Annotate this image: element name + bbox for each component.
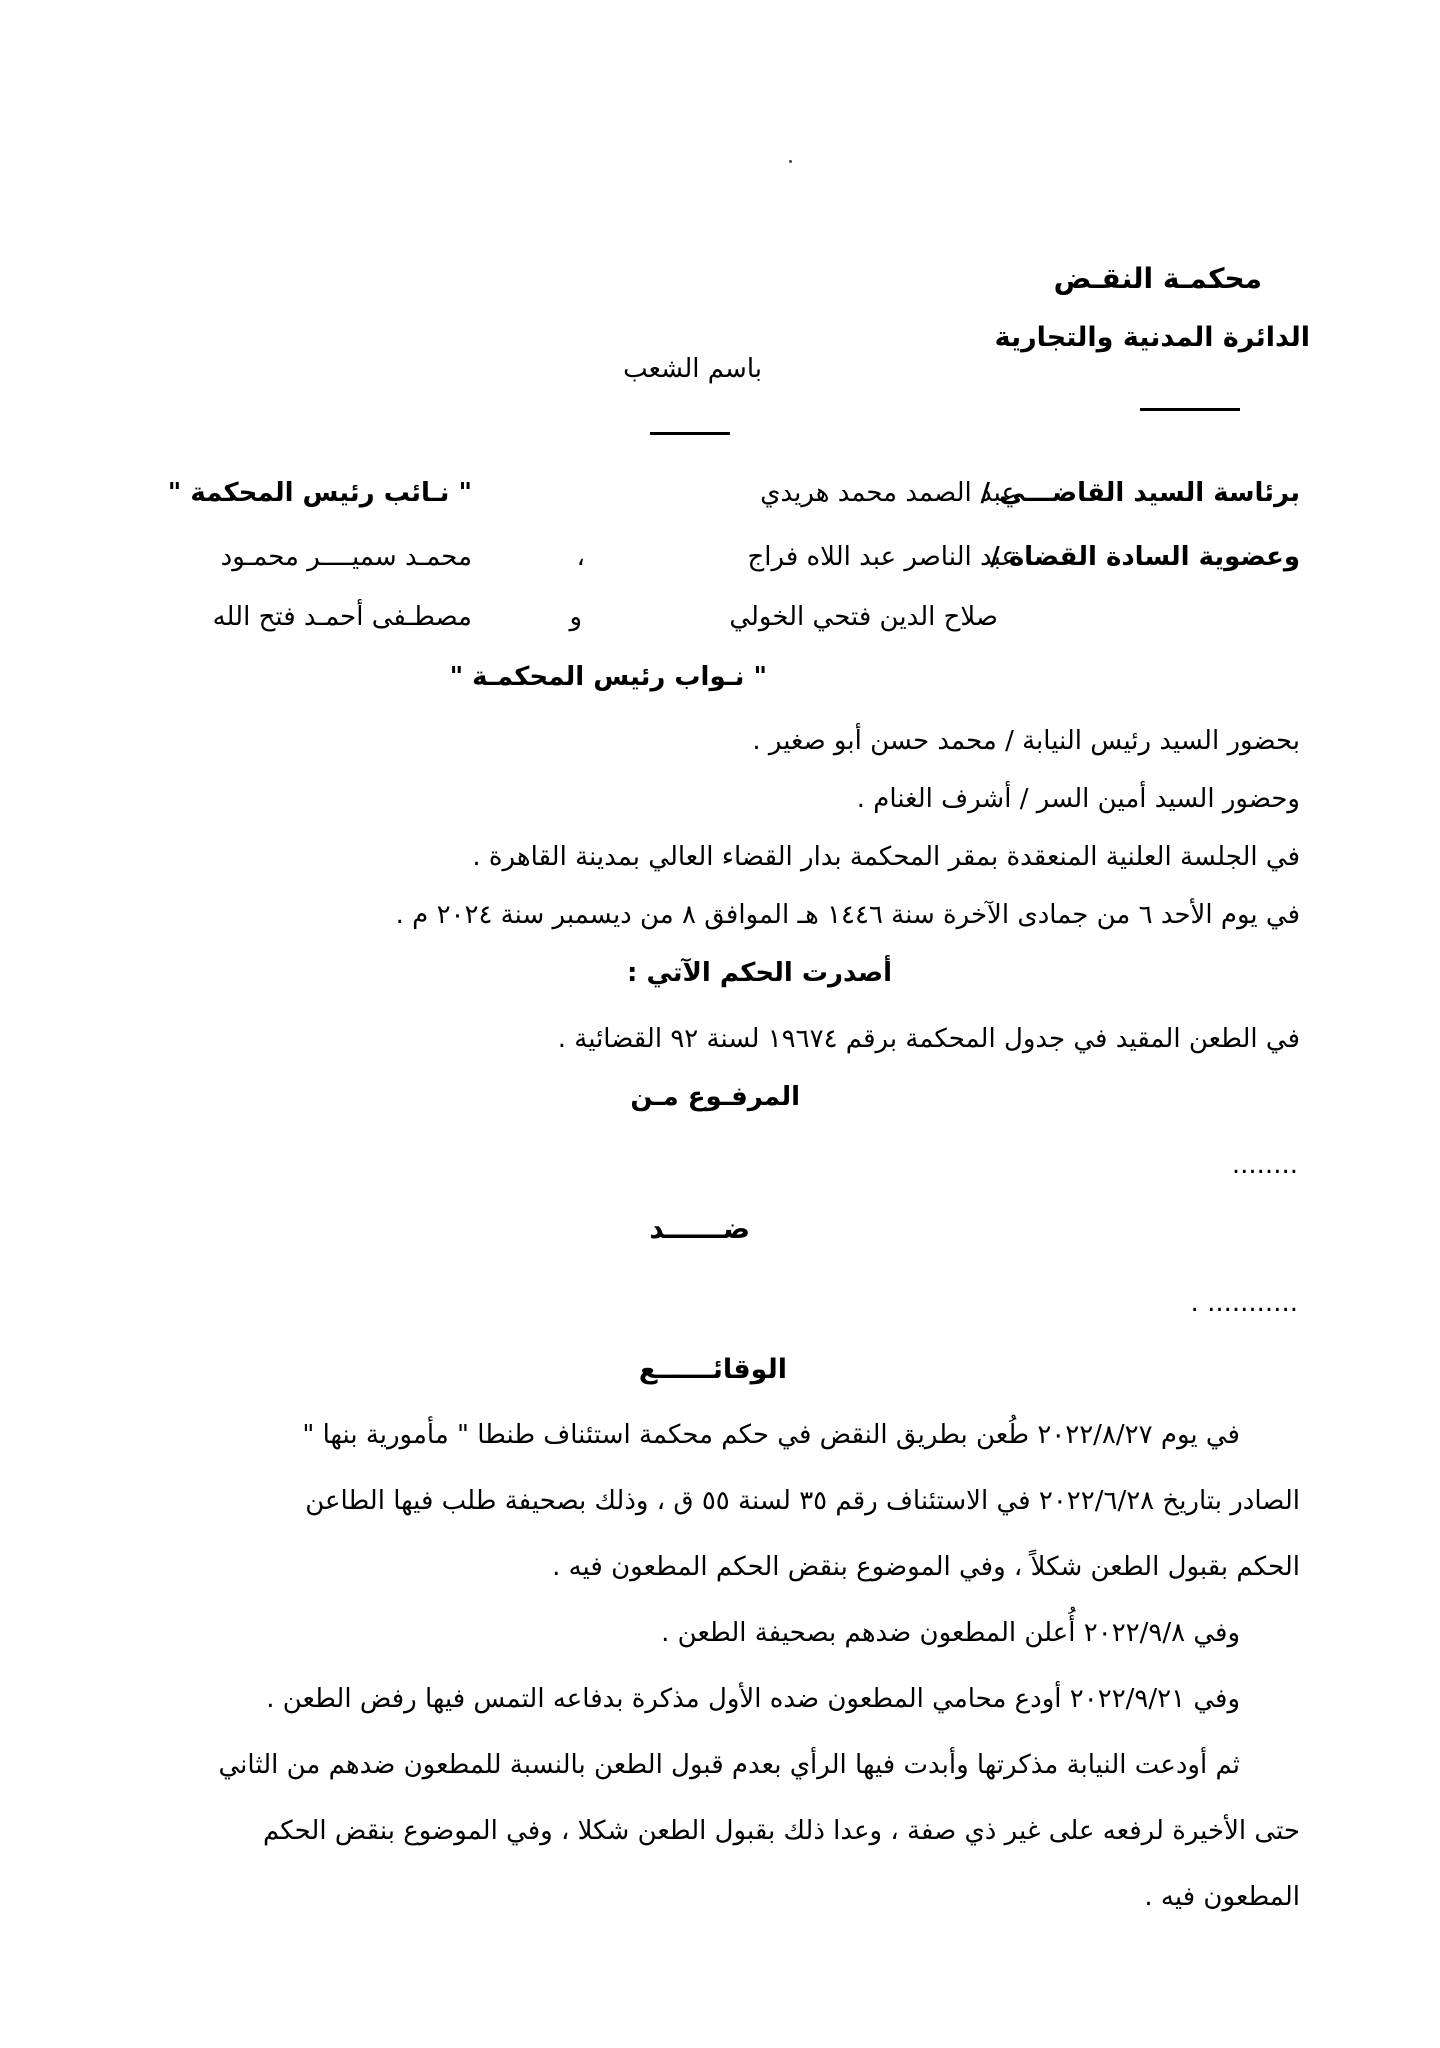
ruling-issued: أصدرت الحكم الآتي : [627,958,892,988]
appeal-line: في الطعن المقيد في جدول المحكمة برقم ١٩٦٧٤ لسنة ٩٢ القضائية . [557,1024,1300,1054]
center-rule [650,432,730,435]
facts-heading: الوقائــــــع [638,1354,787,1385]
member-3: صلاح الدين فتحي الخولي [729,602,998,632]
clerk-line: وحضور السيد أمين السر / أشرف الغنام . [856,784,1300,814]
presiding-judge: عبد الصمد محمد هريدي [760,478,1017,508]
facts-p2: وفي ٢٠٢٢/٩/٨ أُعلن المطعون ضدهم بصحيفة الطعن . [661,1618,1240,1648]
facts-p1-line3: الحكم بقبول الطعن شكلاً ، وفي الموضوع بنقض الحكم المطعون فيه . [552,1552,1300,1582]
facts-p4-line1: ثم أودعت النيابة مذكرتها وأبدت فيها الرأي بعدم قبول الطعن بالنسبة للمطعون ضدهم من الثاني [218,1750,1240,1780]
facts-p3: وفي ٢٠٢٢/٩/٢١ أودع محامي المطعون ضده الأول مذكرة بدفاعه التمس فيها رفض الطعن . [266,1684,1240,1714]
deputies-title: " نـواب رئيس المحكمـة " [449,662,767,692]
against-heading: ضــــــد [649,1212,750,1245]
session-line: في الجلسة العلنية المنعقدة بمقر المحكمة بدار القضاء العالي بمدينة القاهرة . [472,842,1300,872]
facts-p4-line3: المطعون فيه . [1144,1882,1300,1912]
presiding-title: " نـائب رئيس المحكمة " [167,478,472,508]
header-underline [1140,408,1240,411]
court-name: محكمـة النقـض [1053,262,1262,295]
filed-by-heading: المرفـوع مـن [630,1082,800,1112]
facts-p1-line2: الصادر بتاريخ ٢٠٢٢/٦/٢٨ في الاستئناف رقم ٣٥ لسنة ٥٥ ق ، وذلك بصحيفة طلب فيها الطاعن [305,1486,1300,1516]
members-label: وعضوية السادة القضاة / [990,542,1300,572]
stray-dot [789,160,792,163]
date-line: في يوم الأحد ٦ من جمادى الآخرة سنة ١٤٤٦ هـ الموافق ٨ من ديسمبر سنة ٢٠٢٤ م . [395,900,1300,930]
facts-p1-line1: في يوم ٢٠٢٢/٨/٢٧ طُعن بطريق النقض في حكم محكمة استئناف طنطا " مأمورية بنها " [302,1420,1240,1450]
respondent-placeholder: ........... . [1190,1288,1298,1318]
in-name-of-people: باسم الشعب [623,354,762,384]
member-4: مصطـفى أحمـد فتح الله [212,602,472,632]
presiding-label: برئاسة السيد القاضـــي / [980,478,1300,508]
member-separator: ، [576,542,585,572]
prosecution-line: بحضور السيد رئيس النيابة / محمد حسن أبو صغير . [752,726,1300,756]
facts-p4-line2: حتى الأخيرة لرفعه على غير ذي صفة ، وعدا ذلك بقبول الطعن شكلا ، وفي الموضوع بنقض الحكم [262,1816,1300,1846]
member-conjunction: و [569,602,582,632]
member-2: محمـد سميــــر محمـود [220,542,472,572]
member-1: عبد الناصر عبد اللاه فراج [747,542,1017,572]
circuit-name: الدائرة المدنية والتجارية [994,322,1310,353]
filer-placeholder: ........ [1231,1150,1298,1180]
